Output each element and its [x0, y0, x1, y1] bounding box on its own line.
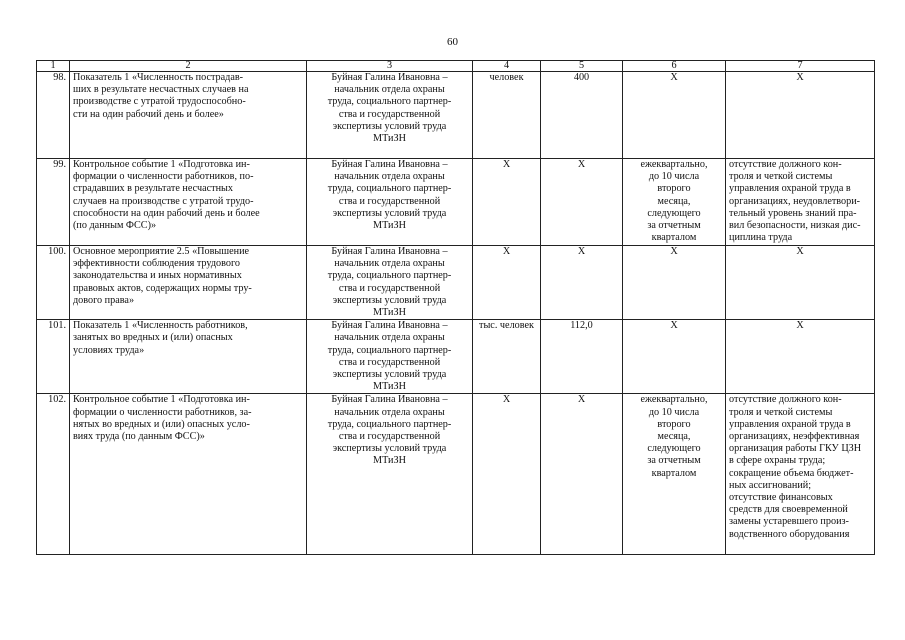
column-header: 3 [307, 61, 473, 72]
value: X [541, 394, 623, 555]
risks: отсутствие должного кон- троля и четкой системы управления охраной труда в организациях, неудовлетвори- тельный уровень знаний пра- вил безопасности, низкая дис- циплина труда [726, 159, 875, 246]
row-number: 101. [37, 320, 70, 394]
deadline: ежеквартально, до 10 числа второго месяца, следующего за отчетным кварталом [623, 159, 726, 246]
risks: X [726, 72, 875, 159]
page-number: 60 [447, 36, 458, 48]
unit: тыс. человек [473, 320, 541, 394]
value: 400 [541, 72, 623, 159]
row-number: 102. [37, 394, 70, 555]
table-row [37, 246, 875, 320]
column-header: 4 [473, 61, 541, 72]
item-name: Контрольное событие 1 «Подготовка ин- формации о численности работников, за- нятых во вредных и (или) опасных усло- виях труда (по данным ФСС)» [70, 394, 307, 555]
item-name: Контрольное событие 1 «Подготовка ин- формации о численности работников, по- страдавших в результате несчастных случаев на производстве с утратой трудо- способности на один рабочий день и более (по данным ФСС)» [70, 159, 307, 246]
row-number: 100. [37, 246, 70, 320]
table-row [37, 394, 875, 555]
deadline: ежеквартально, до 10 числа второго месяца, следующего за отчетным кварталом [623, 394, 726, 555]
row-number: 98. [37, 72, 70, 159]
responsible-person: Буйная Галина Ивановна – начальник отдела охраны труда, социального партнер- ства и государственной экспертизы условий труда МТиЗН [307, 394, 473, 555]
column-number-row [37, 61, 875, 72]
responsible-person: Буйная Галина Ивановна – начальник отдела охраны труда, социального партнер- ства и государственной экспертизы условий труда МТиЗН [307, 246, 473, 320]
responsible-person: Буйная Галина Ивановна – начальник отдела охраны труда, социального партнер- ства и государственной экспертизы условий труда МТиЗН [307, 159, 473, 246]
row-number: 99. [37, 159, 70, 246]
table-row [37, 72, 875, 159]
value: 112,0 [541, 320, 623, 394]
column-header: 7 [726, 61, 875, 72]
column-header: 2 [70, 61, 307, 72]
table-row [37, 320, 875, 394]
item-name: Показатель 1 «Численность работников, занятых во вредных и (или) опасных условиях труда» [70, 320, 307, 394]
item-name: Показатель 1 «Численность пострадав- ших в результате несчастных случаев на производстве с утратой трудоспособно- сти на один рабочий день и более» [70, 72, 307, 159]
deadline: X [623, 246, 726, 320]
deadline: X [623, 72, 726, 159]
risks: X [726, 320, 875, 394]
column-header: 1 [37, 61, 70, 72]
value: X [541, 246, 623, 320]
risks: отсутствие должного кон- троля и четкой системы управления охраной труда в организациях, неэффективная организация работы ГКУ ЦЗН в сфере охраны труда; сокращение объема бюджет- ных ассигнований; отсутствие финансовых средств для своевременной замены устаревшего произ- водственного оборудования [726, 394, 875, 555]
deadline: X [623, 320, 726, 394]
column-header: 5 [541, 61, 623, 72]
risks: X [726, 246, 875, 320]
unit: человек [473, 72, 541, 159]
plan-table [36, 60, 875, 555]
table-row [37, 159, 875, 246]
column-header: 6 [623, 61, 726, 72]
unit: X [473, 394, 541, 555]
value: X [541, 159, 623, 246]
responsible-person: Буйная Галина Ивановна – начальник отдела охраны труда, социального партнер- ства и государственной экспертизы условий труда МТиЗН [307, 72, 473, 159]
unit: X [473, 159, 541, 246]
responsible-person: Буйная Галина Ивановна – начальник отдела охраны труда, социального партнер- ства и государственной экспертизы условий труда МТиЗН [307, 320, 473, 394]
unit: X [473, 246, 541, 320]
item-name: Основное мероприятие 2.5 «Повышение эффективности соблюдения трудового законодательства и иных нормативных правовых актов, содержащих нормы тру- дового права» [70, 246, 307, 320]
